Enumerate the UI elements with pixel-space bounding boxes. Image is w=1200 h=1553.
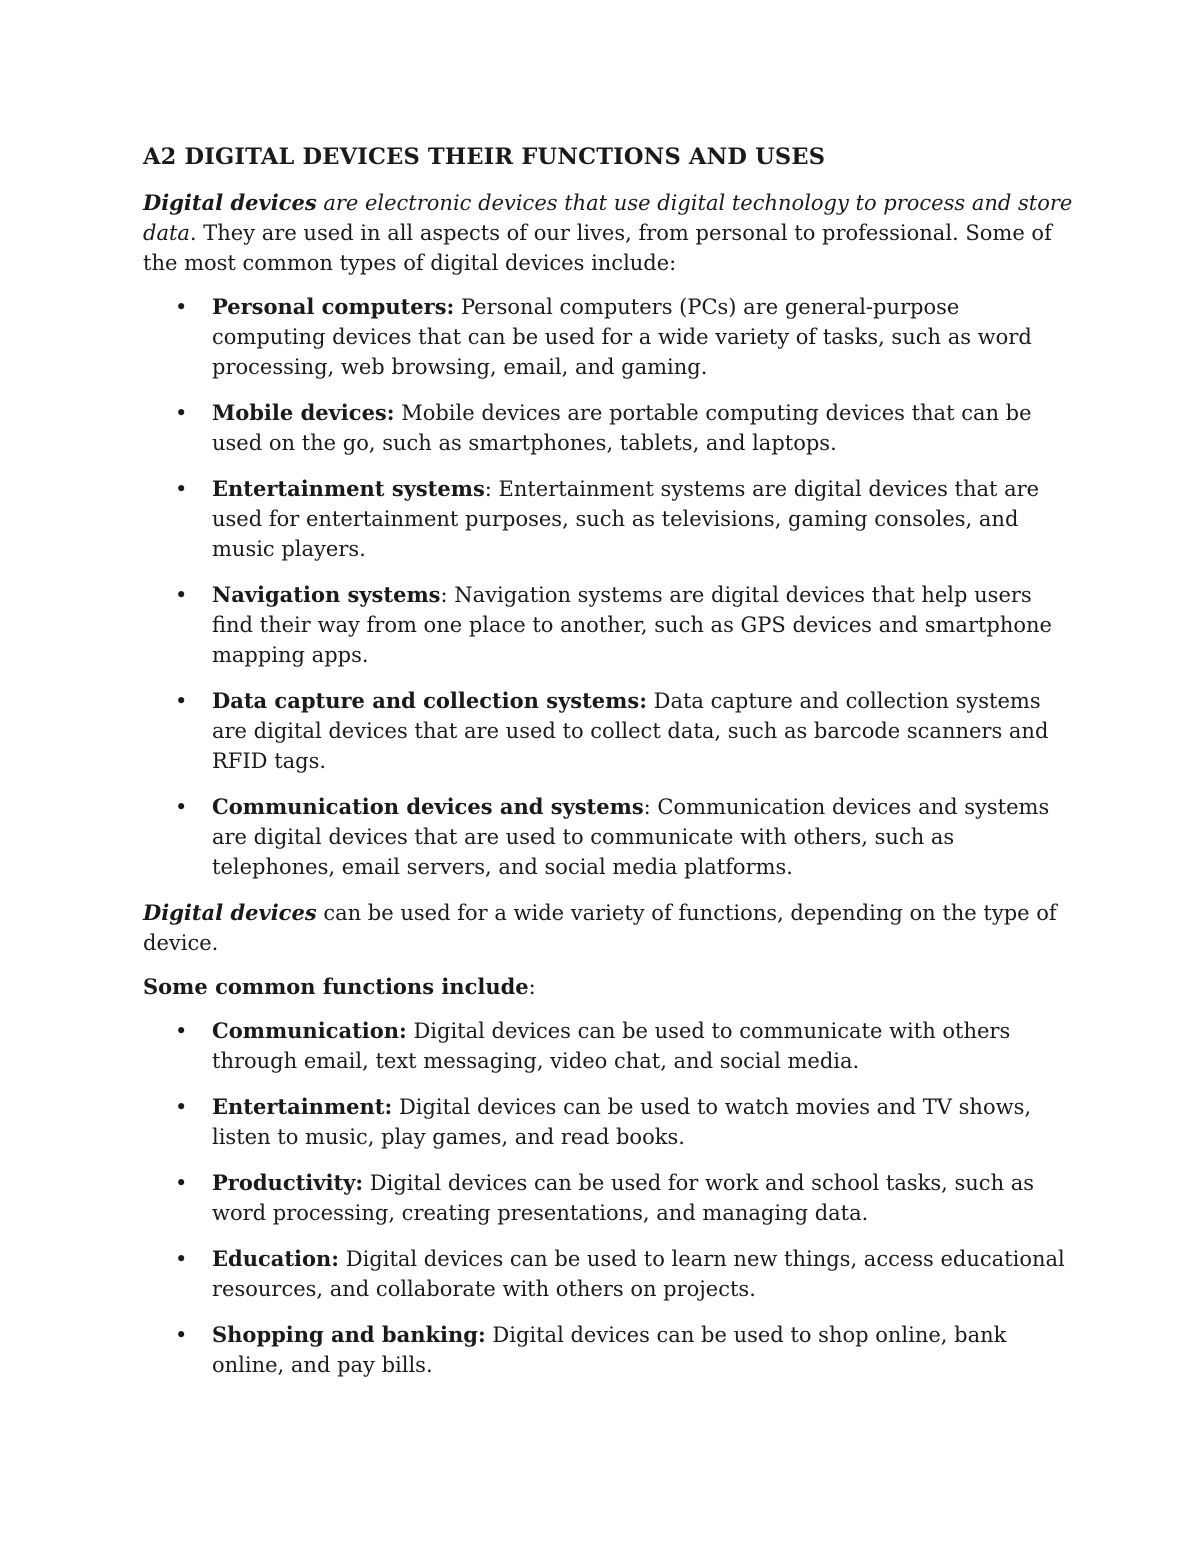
intro-term: Digital devices xyxy=(143,190,317,215)
list-item-term: Shopping and banking: xyxy=(212,1322,486,1347)
intro-paragraph xyxy=(143,188,1073,278)
list-item-text: : Navigation systems are digital devices that help users find their way from one place to another, such as GPS devices and smartphone mapping apps. xyxy=(212,583,1052,667)
list-item-term: Mobile devices: xyxy=(212,400,395,425)
document-page xyxy=(143,138,1073,1396)
list-item-term: Communication devices and systems xyxy=(212,794,644,819)
list-item xyxy=(143,474,1073,564)
functions-intro-rest: can be used for a wide variety of functions, depending on the type of device. xyxy=(143,901,1057,955)
list-item xyxy=(143,580,1073,670)
list-item-text: Digital devices can be used to learn new things, access educational resources, and collaborate with others on projects. xyxy=(212,1247,1065,1301)
intro-definition: are electronic devices that use digital technology to process and store data xyxy=(143,191,1073,245)
list-item-term: Communication: xyxy=(212,1018,407,1043)
list-item xyxy=(143,1320,1073,1380)
functions-intro-term: Digital devices xyxy=(143,900,317,925)
list-item-text: Digital devices can be used for work and school tasks, such as word processing, creating presentations, and managing data. xyxy=(212,1171,1035,1225)
list-item xyxy=(143,792,1073,882)
list-item-term: Productivity: xyxy=(212,1170,364,1195)
functions-list xyxy=(143,1016,1073,1380)
bullet-icon: • xyxy=(175,401,188,425)
list-item xyxy=(143,686,1073,776)
list-item-text: Digital devices can be used to watch movies and TV shows, listen to music, play games, and read books. xyxy=(212,1095,1032,1149)
list-item xyxy=(143,398,1073,458)
functions-heading xyxy=(143,972,1073,1002)
bullet-icon: • xyxy=(175,583,188,607)
bullet-icon: • xyxy=(175,1019,188,1043)
intro-rest: . They are used in all aspects of our lives, from personal to professional. Some of the most common types of digital devices include: xyxy=(143,221,1052,275)
list-item-text: Digital devices can be used to communicate with others through email, text messaging, video chat, and social media. xyxy=(212,1019,1011,1073)
list-item xyxy=(143,1092,1073,1152)
bullet-icon: • xyxy=(175,1095,188,1119)
bullet-icon: • xyxy=(175,295,188,319)
list-item-term: Education: xyxy=(212,1246,340,1271)
list-item-term: Navigation systems xyxy=(212,582,441,607)
bullet-icon: • xyxy=(175,795,188,819)
functions-heading-bold: Some common functions include xyxy=(143,974,529,999)
list-item-text: : Entertainment systems are digital devices that are used for entertainment purposes, such as televisions, gaming consoles, and music players. xyxy=(212,477,1040,561)
bullet-icon: • xyxy=(175,477,188,501)
bullet-icon: • xyxy=(175,1247,188,1271)
list-item-text: Personal computers (PCs) are general-purpose computing devices that can be used for a wide variety of tasks, such as word processing, web browsing, email, and gaming. xyxy=(212,295,1032,379)
list-item xyxy=(143,1168,1073,1228)
list-item xyxy=(143,292,1073,382)
page-title: A2 DIGITAL DEVICES THEIR FUNCTIONS AND USES xyxy=(143,144,826,170)
bullet-icon: • xyxy=(175,1171,188,1195)
list-item-text: : Communication devices and systems are digital devices that are used to communicate with others, such as telephones, email servers, and social media platforms. xyxy=(212,795,1050,879)
list-item-term: Personal computers: xyxy=(212,294,455,319)
list-item-term: Entertainment: xyxy=(212,1094,393,1119)
bullet-icon: • xyxy=(175,1323,188,1347)
list-item-text: Data capture and collection systems are digital devices that are used to collect data, such as barcode scanners and RFID tags. xyxy=(212,689,1049,773)
list-item-text: Mobile devices are portable computing devices that can be used on the go, such as smartphones, tablets, and laptops. xyxy=(212,401,1032,455)
list-item-term: Data capture and collection systems: xyxy=(212,688,647,713)
device-types-list xyxy=(143,292,1073,882)
list-item-term: Entertainment systems xyxy=(212,476,485,501)
functions-intro-paragraph xyxy=(143,898,1073,958)
functions-heading-rest: : xyxy=(528,975,536,999)
bullet-icon: • xyxy=(175,689,188,713)
list-item-text: Digital devices can be used to shop online, bank online, and pay bills. xyxy=(212,1323,1007,1377)
list-item xyxy=(143,1016,1073,1076)
list-item xyxy=(143,1244,1073,1304)
